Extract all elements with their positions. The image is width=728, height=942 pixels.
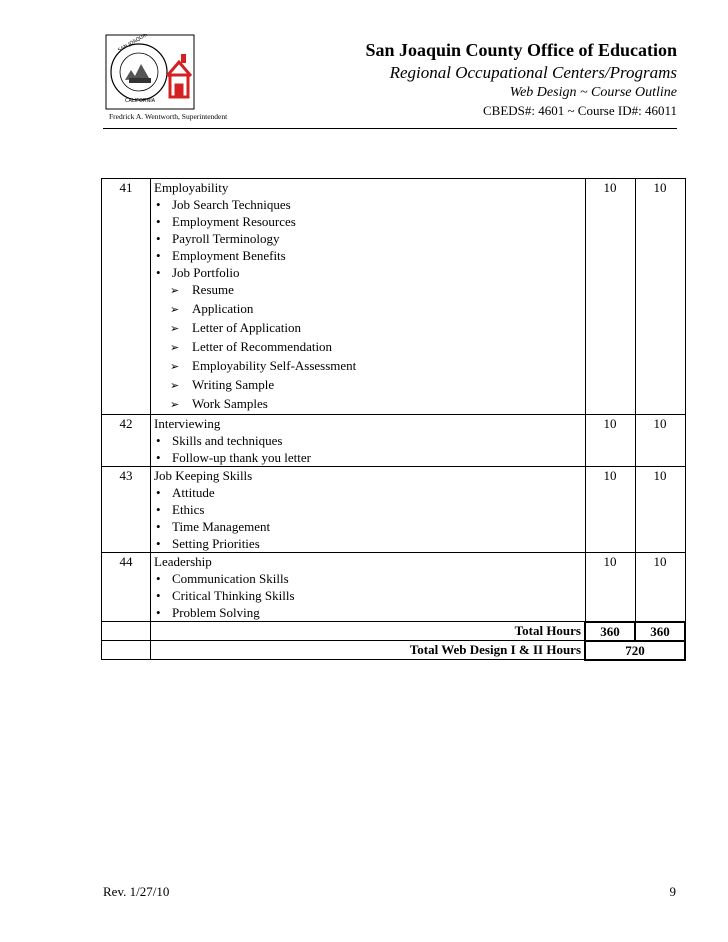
empty-cell — [635, 570, 685, 622]
topic-item — [154, 604, 582, 621]
unit-hours-a: 10 — [585, 179, 635, 197]
topic-label: Attitude — [172, 485, 215, 500]
revision-date: Rev. 1/27/10 — [103, 884, 170, 899]
bullet-icon: • — [156, 519, 161, 534]
unit-content-row — [102, 432, 686, 467]
empty-cell — [102, 484, 151, 553]
unit-title: Job Keeping Skills — [151, 467, 586, 485]
bullet-icon: • — [156, 536, 161, 551]
svg-text:SAN JOAQUIN: SAN JOAQUIN — [117, 34, 149, 54]
course-ids: CBEDS#: 4601 ~ Course ID#: 46011 — [483, 103, 677, 118]
total-hours-row — [102, 622, 686, 641]
bullet-icon: • — [156, 450, 161, 465]
total-hours-b: 360 — [635, 622, 685, 641]
arrow-bullet-icon: ➢ — [170, 399, 180, 411]
page-number: 9 — [669, 884, 676, 899]
empty-cell — [102, 432, 151, 467]
empty-cell — [635, 484, 685, 553]
unit-title: Employability — [151, 179, 586, 197]
unit-hours-b: 10 — [635, 179, 685, 197]
bullet-icon: • — [156, 571, 161, 586]
empty-cell — [635, 196, 685, 415]
bullet-icon: • — [156, 485, 161, 500]
course-outline-table — [101, 178, 686, 661]
bullet-icon: • — [156, 433, 161, 448]
bullet-icon: • — [156, 248, 161, 263]
subtopic-item — [170, 357, 582, 376]
subtopic-label: Work Samples — [192, 396, 268, 411]
total-hours-label: Total Hours — [151, 622, 586, 641]
combined-hours-value: 720 — [585, 641, 685, 660]
bullet-icon: • — [156, 588, 161, 603]
unit-row — [102, 467, 686, 485]
total-hours-a: 360 — [585, 622, 635, 641]
topic-label: Time Management — [172, 519, 271, 534]
header-titles — [365, 38, 677, 119]
empty-cell — [585, 484, 635, 553]
topic-item — [154, 432, 582, 449]
topic-label: Skills and techniques — [172, 433, 283, 448]
unit-number: 42 — [102, 415, 151, 433]
topic-label: Job Portfolio — [172, 265, 240, 280]
topic-item — [154, 230, 582, 247]
svg-text:CALIFORNIA: CALIFORNIA — [125, 98, 156, 104]
topic-item — [154, 501, 582, 518]
subtopic-item — [170, 395, 582, 414]
unit-hours-b: 10 — [635, 415, 685, 433]
unit-hours-b: 10 — [635, 467, 685, 485]
topic-label: Communication Skills — [172, 571, 289, 586]
empty-cell — [585, 432, 635, 467]
empty-cell — [102, 196, 151, 415]
topic-label: Job Search Techniques — [172, 197, 291, 212]
arrow-bullet-icon: ➢ — [170, 342, 180, 354]
bullet-icon: • — [156, 231, 161, 246]
topic-label: Follow-up thank you letter — [172, 450, 312, 465]
topic-item — [154, 484, 582, 501]
topic-item — [154, 570, 582, 587]
unit-topics — [151, 196, 586, 415]
unit-row — [102, 415, 686, 433]
superintendent-name: Fredrick A. Wentworth, Superintendent — [109, 112, 228, 121]
unit-hours-b: 10 — [635, 553, 685, 571]
unit-hours-a: 10 — [585, 415, 635, 433]
office-title: San Joaquin County Office of Education — [365, 40, 677, 60]
unit-number: 44 — [102, 553, 151, 571]
unit-hours-a: 10 — [585, 553, 635, 571]
topic-item — [154, 264, 582, 281]
unit-content-row — [102, 570, 686, 622]
arrow-bullet-icon: ➢ — [170, 285, 180, 297]
topic-label: Setting Priorities — [172, 536, 260, 551]
topic-label: Problem Solving — [172, 605, 260, 620]
subtopic-item — [170, 376, 582, 395]
unit-row — [102, 553, 686, 571]
unit-topics — [151, 570, 586, 622]
program-title: Regional Occupational Centers/Programs — [389, 63, 677, 82]
arrow-bullet-icon: ➢ — [170, 304, 180, 316]
subtopic-item — [170, 300, 582, 319]
topic-item — [154, 213, 582, 230]
bullet-icon: • — [156, 605, 161, 620]
subtopic-label: Letter of Application — [192, 320, 302, 335]
unit-title: Interviewing — [151, 415, 586, 433]
empty-cell — [102, 622, 151, 641]
bullet-icon: • — [156, 197, 161, 212]
empty-cell — [585, 196, 635, 415]
unit-number: 41 — [102, 179, 151, 197]
unit-title: Leadership — [151, 553, 586, 571]
unit-content-row — [102, 484, 686, 553]
bullet-icon: • — [156, 265, 161, 280]
combined-hours-label: Total Web Design I & II Hours — [151, 641, 586, 660]
subtopic-label: Letter of Recommendation — [192, 339, 333, 354]
document-header — [103, 30, 677, 130]
unit-number: 43 — [102, 467, 151, 485]
empty-cell — [585, 570, 635, 622]
subtopic-label: Writing Sample — [192, 377, 275, 392]
topic-label: Ethics — [172, 502, 205, 517]
unit-row — [102, 179, 686, 197]
unit-topics — [151, 484, 586, 553]
topic-item — [154, 535, 582, 552]
bullet-icon: • — [156, 502, 161, 517]
unit-content-row — [102, 196, 686, 415]
topic-label: Critical Thinking Skills — [172, 588, 295, 603]
topic-item — [154, 247, 582, 264]
topic-item — [154, 518, 582, 535]
subtopic-label: Employability Self-Assessment — [192, 358, 357, 373]
topic-item — [154, 196, 582, 213]
subtopic-item — [170, 319, 582, 338]
subtopic-label: Resume — [192, 282, 234, 297]
arrow-bullet-icon: ➢ — [170, 380, 180, 392]
empty-cell — [102, 641, 151, 660]
subtopic-item — [170, 281, 582, 300]
topic-item — [154, 587, 582, 604]
subtopic-label: Application — [192, 301, 254, 316]
subtopic-item — [170, 338, 582, 357]
header-rule — [103, 128, 677, 129]
topic-item — [154, 449, 582, 466]
county-seal-logo — [105, 34, 195, 110]
arrow-bullet-icon: ➢ — [170, 361, 180, 373]
unit-topics — [151, 432, 586, 467]
unit-hours-a: 10 — [585, 467, 635, 485]
combined-hours-row — [102, 641, 686, 660]
arrow-bullet-icon: ➢ — [170, 323, 180, 335]
bullet-icon: • — [156, 214, 161, 229]
course-outline-title: Web Design ~ Course Outline — [509, 85, 677, 100]
topic-label: Employment Benefits — [172, 248, 286, 263]
topic-label: Employment Resources — [172, 214, 296, 229]
empty-cell — [635, 432, 685, 467]
topic-label: Payroll Terminology — [172, 231, 280, 246]
empty-cell — [102, 570, 151, 622]
